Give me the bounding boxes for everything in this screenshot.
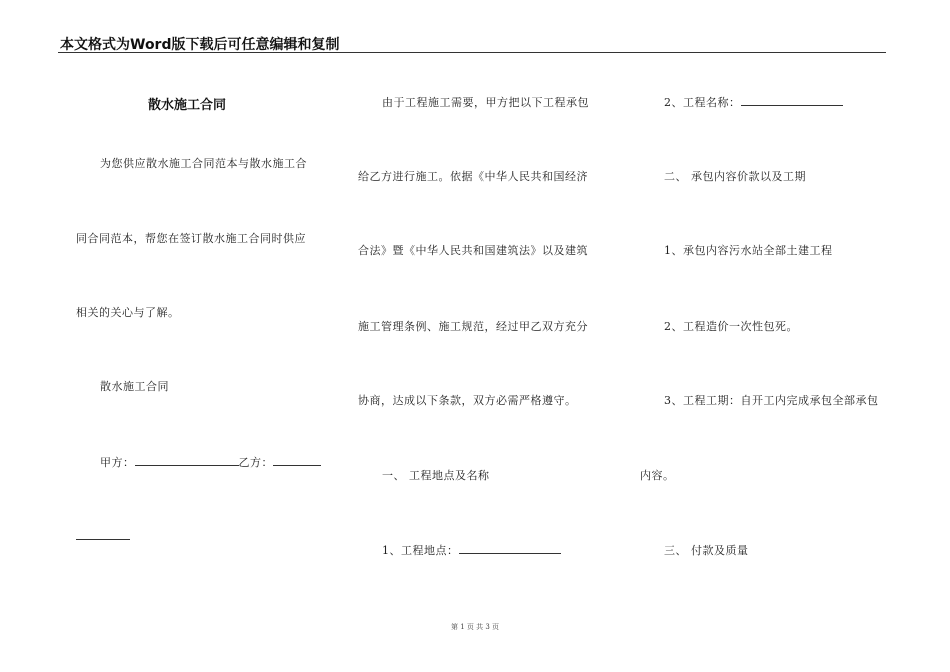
intro-line-1: 为您供应散水施工合同范本与散水施工合 xyxy=(100,157,307,170)
party-a-blank xyxy=(135,455,239,466)
section-2-heading: 二、 承包内容价款以及工期 xyxy=(664,170,806,183)
location-blank xyxy=(459,543,561,554)
document-title: 散水施工合同 xyxy=(148,98,227,113)
party-b-label: 乙方： xyxy=(238,456,273,469)
clause-3-line-2: 内容。 xyxy=(640,469,675,482)
intro-line-2: 同合同范本，帮您在签订散水施工合同时供应 xyxy=(76,232,306,245)
intro-line-3: 相关的关心与了解。 xyxy=(76,306,180,319)
party-b-blank xyxy=(273,455,321,466)
party-a-label: 甲方： xyxy=(100,456,135,469)
body-line-2: 给乙方进行施工。依据《中华人民共和国经济 xyxy=(358,170,588,183)
clause-2: 2、工程造价一次性包死。 xyxy=(664,320,798,333)
section-1-heading: 一、 工程地点及名称 xyxy=(382,469,490,482)
project-name-line xyxy=(664,94,843,110)
clause-3-line-1: 3、工程工期：自开工内完成承包全部承包 xyxy=(664,394,879,407)
location-label: 1、工程地点： xyxy=(382,544,459,557)
contract-name: 散水施工合同 xyxy=(100,380,169,393)
party-line xyxy=(100,454,321,470)
page-number: 第 1 页 共 3 页 xyxy=(450,623,500,631)
body-line-4: 施工管理条例、施工规范，经过甲乙双方充分 xyxy=(358,320,588,333)
body-line-5: 协商，达成以下条款，双方必需严格遵守。 xyxy=(358,394,577,407)
project-name-label: 2、工程名称： xyxy=(664,96,741,109)
section-3-heading: 三、 付款及质量 xyxy=(664,544,749,557)
party-b-blank-continued xyxy=(76,539,130,540)
header-divider xyxy=(58,52,886,53)
body-line-3: 合法》暨《中华人民共和国建筑法》以及建筑 xyxy=(358,244,588,257)
location-line xyxy=(382,542,561,558)
project-name-blank xyxy=(741,95,843,106)
document-header: 本文格式为Word版下载后可任意编辑和复制 xyxy=(60,37,340,53)
body-line-1: 由于工程施工需要，甲方把以下工程承包 xyxy=(382,96,589,109)
clause-1: 1、承包内容污水站全部土建工程 xyxy=(664,244,833,257)
